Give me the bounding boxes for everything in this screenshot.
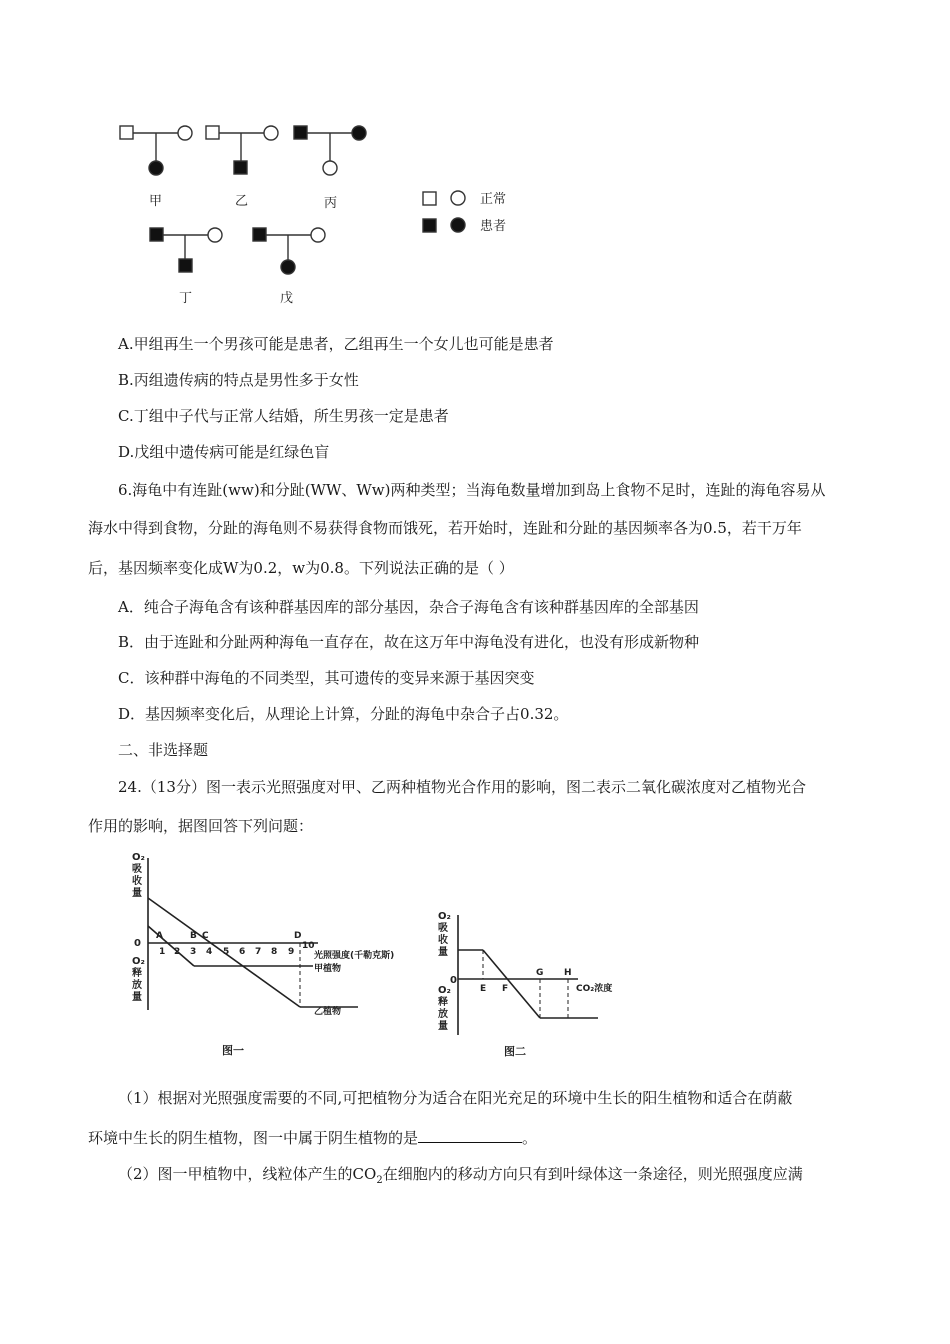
fig1-ylabel-top-1: 吸: [132, 864, 142, 875]
fig1-xlabel: 光照强度(千勒克斯): [314, 951, 395, 961]
q24-stem-line-1: 24.（13分）图一表示光照强度对甲、乙两种植物光合作用的影响，图二表示二氧化碳浓度对乙植物光合: [118, 778, 806, 796]
fig1-point-b: B: [190, 931, 197, 941]
q6-option-c: C．该种群中海龟的不同类型，其可遗传的变异来源于基因突变: [118, 669, 535, 687]
pedigree-wu-mother: [311, 228, 325, 242]
fig1-ylabel-bottom-3: 量: [132, 992, 142, 1003]
pedigree-jia-mother: [178, 126, 192, 140]
q5-option-d: D.戊组中遗传病可能是红绿色盲: [118, 443, 330, 461]
pedigree-bing-mother: [352, 126, 366, 140]
fig1-tick-6: 6: [239, 947, 246, 957]
q24-sub1-end: 。: [522, 1129, 538, 1147]
fig2-caption: 图二: [504, 1045, 526, 1058]
fig1-ylabel-bottom-1: 释: [132, 968, 142, 979]
fig1-series-jia: 甲植物: [314, 964, 342, 974]
fig1-ylabel-top-3: 量: [132, 888, 142, 899]
fig1-point-a: A: [156, 931, 163, 941]
fig2-ylabel-top-3: 量: [438, 947, 448, 958]
fig1-ylabel-top-2: 收: [132, 876, 142, 887]
q6-stem-line-2: 海水中得到食物，分趾的海龟则不易获得食物而饿死，若开始时，连趾和分趾的基因频率各为0.5，若干万年: [88, 519, 802, 537]
fig1-ylabel-top-o2: O₂: [132, 852, 145, 863]
fig1-ylabel-bottom-2: 放: [132, 980, 142, 991]
q5-option-a: A.甲组再生一个男孩可能是患者，乙组再生一个女儿也可能是患者: [118, 335, 554, 353]
q24-sub1-line-1: （1）根据对光照强度需要的不同,可把植物分为适合在阳光充足的环境中生长的阳生植物和适合在荫蔽: [118, 1089, 793, 1107]
fig1-caption: 图一: [222, 1044, 244, 1057]
fig2-curve: [483, 950, 540, 1018]
pedigree-label-jia: 甲: [149, 194, 163, 209]
pedigree-bing-father: [294, 126, 307, 139]
fig2-point-f: F: [502, 984, 509, 994]
q24-sub1-line-2: [88, 1128, 537, 1148]
fig1-tick-3: 3: [190, 947, 197, 957]
fig1-ylabel-bottom-o2: O₂: [132, 956, 145, 967]
pedigree-label-ding: 丁: [179, 291, 193, 306]
pedigree-wu-father: [253, 228, 266, 241]
q5-option-c: C.丁组中子代与正常人结婚，所生男孩一定是患者: [118, 407, 449, 425]
section-heading: 二、非选择题: [118, 741, 209, 759]
fig2-ylabel-bottom-2: 放: [438, 1009, 448, 1020]
q24-sub1-text: 环境中生长的阴生植物，图一中属于阴生植物的是: [88, 1129, 419, 1147]
fig1-tick-4: 4: [206, 947, 213, 957]
q24-sub2-subscript: 2: [376, 1175, 383, 1186]
q24-sub2-line-1: [118, 1164, 803, 1191]
fig1-tick-10: 10: [302, 941, 315, 951]
q5-option-b: B.丙组遗传病的特点是男性多于女性: [118, 371, 359, 389]
fig1-series-yi: 乙植物: [314, 1007, 342, 1017]
pedigree-bing-child: [323, 161, 337, 175]
pedigree-ding-mother: [208, 228, 222, 242]
legend-patient-male-icon: [423, 219, 436, 232]
fig1-point-d: D: [294, 931, 302, 941]
fig1-tick-7: 7: [255, 947, 262, 957]
fig1-tick-2: 2: [174, 947, 181, 957]
fig1-point-c: C: [202, 931, 209, 941]
q6-stem-line-3: 后，基因频率变化成W为0.2，w为0.8。下列说法正确的是（ ）: [88, 559, 514, 577]
fig1-jia-curve: [148, 926, 197, 966]
q6-stem-line-1: 6.海龟中有连趾(ww)和分趾(WW、Ww)两种类型；当海龟数量增加到岛上食物不足时，连趾的海龟容易从: [118, 481, 826, 499]
q6-option-d: D．基因频率变化后，从理论上计算，分趾的海龟中杂合子占0.32。: [118, 705, 569, 723]
pedigree-jia-father: [120, 126, 133, 139]
fig1-origin: 0: [134, 938, 141, 949]
q24-sub2-post: 在细胞内的移动方向只有到叶绿体这一条途径，则光照强度应满: [382, 1165, 803, 1183]
pedigree-yi-child: [234, 161, 247, 174]
fig2-point-h: H: [564, 968, 572, 978]
fig2-origin: 0: [450, 975, 457, 986]
q6-option-a: A．纯合子海龟含有该种群基因库的部分基因，杂合子海龟含有该种群基因库的全部基因: [118, 598, 699, 616]
pedigree-yi-father: [206, 126, 219, 139]
figure-2-co2-graph: [428, 905, 628, 1065]
figure-1-light-graph: [118, 848, 448, 1063]
legend-normal-male-icon: [423, 192, 436, 205]
legend-patient-female-icon: [451, 218, 465, 232]
fig1-tick-8: 8: [271, 947, 278, 957]
q24-sub1-answer-blank[interactable]: [418, 1128, 522, 1143]
fig1-tick-5: 5: [223, 947, 230, 957]
fig2-ylabel-bottom-1: 释: [438, 997, 448, 1008]
q24-sub2-pre: （2）图一甲植物中，线粒体产生的CO: [118, 1165, 377, 1183]
fig2-ylabel-bottom-3: 量: [438, 1021, 448, 1032]
pedigree-label-yi: 乙: [235, 194, 249, 209]
pedigree-ding-father: [150, 228, 163, 241]
fig1-tick-1: 1: [159, 947, 166, 957]
pedigree-label-bing: 丙: [324, 196, 338, 211]
q6-option-b: B．由于连趾和分趾两种海龟一直存在，故在这万年中海龟没有进化，也没有形成新物种: [118, 633, 700, 651]
fig1-tick-9: 9: [288, 947, 295, 957]
fig2-ylabel-bottom-o2: O₂: [438, 985, 451, 996]
fig2-point-e: E: [480, 984, 487, 994]
pedigree-figure: [110, 118, 530, 313]
fig2-point-g: G: [536, 968, 544, 978]
legend-normal-female-icon: [451, 191, 465, 205]
legend-normal-label: 正常: [480, 192, 507, 207]
legend-patient-label: 患者: [480, 219, 507, 234]
fig2-ylabel-top-2: 收: [438, 935, 448, 946]
pedigree-ding-child: [179, 259, 192, 272]
fig2-ylabel-top-o2: O₂: [438, 911, 451, 922]
fig2-xlabel: CO₂浓度: [576, 984, 613, 994]
pedigree-wu-child: [281, 260, 295, 274]
fig2-ylabel-top-1: 吸: [438, 923, 448, 934]
pedigree-yi-mother: [264, 126, 278, 140]
pedigree-label-wu: 戊: [280, 291, 294, 306]
q24-stem-line-2: 作用的影响，据图回答下列问题：: [88, 817, 314, 835]
pedigree-jia-child: [149, 161, 163, 175]
